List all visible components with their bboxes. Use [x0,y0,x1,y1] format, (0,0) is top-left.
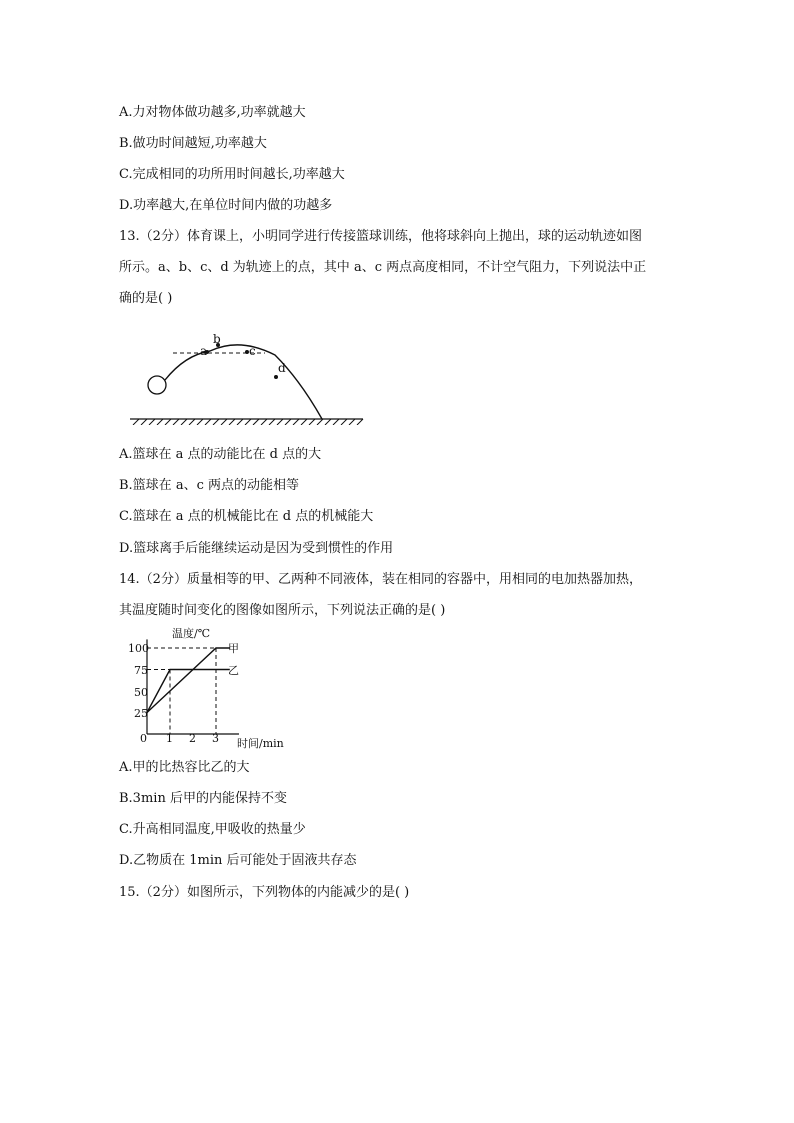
basketball [148,376,166,394]
ytick-100: 100 [128,642,149,655]
q13-option-c: C.篮球在 a 点的机械能比在 d 点的机械能大 [119,509,374,524]
ground-hatch [133,419,363,425]
q14-stem-line1: 14.（2分）质量相等的甲、乙两种不同液体，装在相同的容器中，用相同的电加热器加热， [119,572,642,587]
q15-stem: 15.（2分）如图所示，下列物体的内能减少的是( ) [119,885,410,900]
point-d [274,375,278,379]
xtick-1: 1 [166,732,173,745]
q14-option-b: B.3min 后甲的内能保持不变 [119,791,287,806]
xtick-2: 2 [189,732,196,745]
q12-option-d: D.功率越大,在单位时间内做的功越多 [119,198,333,213]
q13-stem-line2: 所示。a、b、c、d 为轨迹上的点，其中 a、c 两点高度相同，不计空气阻力，下列说法中正 [119,260,647,275]
label-b: b [213,332,221,346]
series-label-jia: 甲 [228,642,239,655]
q12-option-b: B.做功时间越短,功率越大 [119,136,267,151]
q13-option-d: D.篮球离手后能继续运动是因为受到惯性的作用 [119,541,394,556]
ytick-75: 75 [134,664,148,677]
q12-option-a: A.力对物体做功越多,功率就越大 [119,105,306,120]
series-yi-line [147,670,230,713]
label-d: d [278,361,286,375]
q12-option-c: C.完成相同的功所用时间越长,功率越大 [119,167,345,182]
q13-stem-line3: 确的是( ) [119,291,173,306]
q13-option-a: A.篮球在 a 点的动能比在 d 点的大 [119,447,322,462]
y-axis-label: 温度/℃ [172,627,211,640]
trajectory-curve [165,345,322,419]
q14-option-c: C.升高相同温度,甲吸收的热量少 [119,822,306,837]
xtick-0: 0 [140,732,147,745]
temperature-time-graph [120,622,300,752]
ytick-25: 25 [134,707,148,720]
ytick-50: 50 [134,686,148,699]
q14-stem-line2: 其温度随时间变化的图像如图所示，下列说法正确的是( ) [119,603,446,618]
q13-option-b: B.篮球在 a、c 两点的动能相等 [119,478,299,493]
series-jia-line [147,648,230,713]
xtick-3: 3 [212,732,219,745]
q13-stem-line1: 13.（2分）体育课上，小明同学进行传接篮球训练，他将球斜向上抛出，球的运动轨迹如图 [119,229,642,244]
q14-option-d: D.乙物质在 1min 后可能处于固液共存态 [119,853,357,868]
series-label-yi: 乙 [228,664,239,677]
label-c: c [249,344,256,358]
label-a: a [200,344,208,358]
x-axis-label: 时间/min [237,737,284,750]
q14-option-a: A.甲的比热容比乙的大 [119,760,250,775]
basketball-trajectory-figure [125,325,370,425]
